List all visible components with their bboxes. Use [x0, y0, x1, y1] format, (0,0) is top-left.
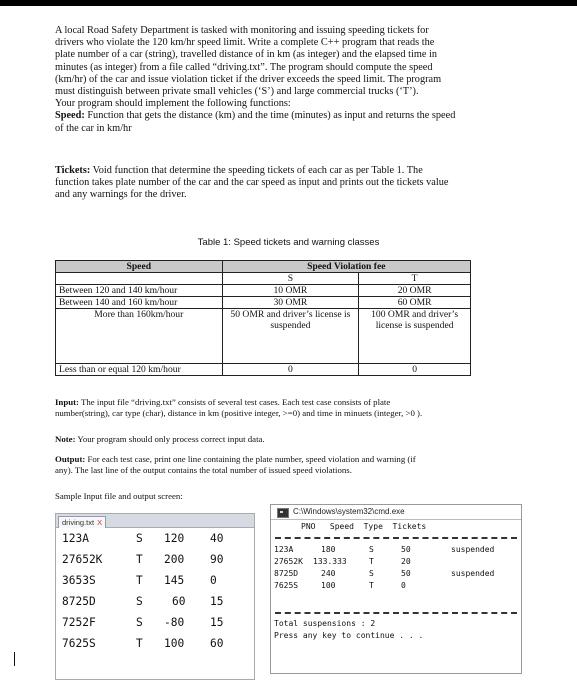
type-value: S: [136, 595, 143, 608]
table-row: [56, 297, 471, 309]
row-fee-s: 0: [222, 364, 359, 376]
cmd-type: S: [369, 545, 374, 554]
document-page: [0, 6, 577, 700]
time-value: 15: [210, 595, 224, 608]
cmd-total: Total suspensions : 2: [274, 619, 376, 628]
tickets-label: Tickets:: [55, 165, 91, 176]
table-header-row: [56, 261, 471, 273]
subheader-blank: [56, 273, 223, 285]
time-value: 15: [210, 616, 224, 629]
cmd-prompt: Press any key to continue . . .: [274, 631, 424, 640]
row-speed: Between 120 and 140 km/hour: [56, 285, 223, 297]
cmd-speed: 133.333: [313, 557, 347, 566]
distance-value: 120: [164, 532, 185, 545]
table-row: [56, 285, 471, 297]
input-line: number(string), car type (char), distance in km (positive integer, >=0) and time in minuets (integer, >0 ).: [55, 408, 423, 418]
output-label: Output:: [55, 454, 86, 464]
cmd-window: [270, 504, 522, 674]
cmd-speed: 240: [321, 569, 336, 578]
plate-value: 123A: [62, 532, 89, 545]
speed-text: Function that gets the distance (km) and the time (minutes) as input and returns the speed: [84, 110, 456, 122]
cmd-pno: 7625S: [274, 581, 299, 590]
output-text: For each test case, print one line containing the plate number, speed violation and warning (if: [85, 454, 416, 464]
text-caret: [14, 652, 15, 666]
type-value: S: [136, 616, 143, 629]
dashed-divider: [275, 537, 517, 539]
sample-heading: Sample Input file and output screen:: [55, 491, 183, 501]
row-fee-s: 50 OMR and driver’s license is suspended: [222, 309, 359, 364]
cmd-speed: 180: [321, 545, 336, 554]
cmd-speed: 100: [321, 581, 336, 590]
dashed-divider: [275, 612, 517, 614]
intro-line: must distinguish between private small vehicles (‘S’) and large commercial trucks (‘T’).: [55, 86, 419, 98]
cmd-pno: 123A: [274, 545, 294, 554]
cmd-title-bar[interactable]: [271, 505, 521, 520]
intro-line: drivers who violate the 120 km/hr speed limit. Write a complete C++ program that reads the: [55, 37, 435, 49]
close-icon[interactable]: X: [97, 518, 103, 527]
plate-value: 27652K: [62, 553, 103, 566]
header-violation-fee: Speed Violation fee: [222, 261, 470, 273]
editor-tab[interactable]: [58, 516, 106, 528]
type-value: T: [136, 553, 143, 566]
intro-line: plate number of a car (string), travelled distance of in km (as integer) and the elapsed time in: [55, 49, 437, 61]
speed-function-line: [55, 110, 530, 122]
cmd-type: T: [369, 581, 374, 590]
cmd-header: PNO Speed Type Tickets: [301, 522, 427, 531]
cmd-pno: 8725D: [274, 569, 299, 578]
row-speed: Less than or equal 120 km/hour: [56, 364, 223, 376]
cmd-ticket: 50: [401, 569, 411, 578]
subheader-t: T: [359, 273, 471, 285]
editor-tab-bar: [56, 514, 254, 528]
distance-value: 100: [164, 637, 185, 650]
tickets-paragraph: [55, 165, 530, 202]
output-paragraph: [55, 454, 535, 476]
input-line: [55, 397, 535, 408]
table-row: [56, 309, 471, 364]
tickets-function-line: function takes plate number of the car and the car speed as input and prints out the tickets value: [55, 177, 449, 189]
type-value: T: [136, 574, 143, 587]
input-label: Input:: [55, 397, 79, 407]
type-value: T: [136, 637, 143, 650]
intro-line: A local Road Safety Department is tasked with monitoring and issuing speeding tickets for: [55, 25, 429, 36]
subheader-s: S: [222, 273, 359, 285]
plate-value: 7252F: [62, 616, 96, 629]
tickets-function-line: and any warnings for the driver.: [55, 189, 187, 201]
time-value: 40: [210, 532, 224, 545]
time-value: 60: [210, 637, 224, 650]
cmd-title: C:\Windows\system32\cmd.exe: [293, 507, 405, 516]
intro-line: (km/hr) of the car and issue violation ticket if the driver exceeds the speed limit. The program: [55, 73, 442, 85]
output-line: any). The last line of the output contains the total number of issued speed violations.: [55, 465, 352, 475]
row-fee-s: 10 OMR: [222, 285, 359, 297]
plate-value: 3653S: [62, 574, 96, 587]
cmd-ticket: 0: [401, 581, 406, 590]
table-caption: Table 1: Speed tickets and warning classes: [197, 237, 380, 248]
row-fee-s: 30 OMR: [222, 297, 359, 309]
distance-value: 145: [164, 574, 185, 587]
table-row: [56, 364, 471, 376]
output-line: [55, 454, 535, 465]
row-fee-t: 60 OMR: [359, 297, 471, 309]
speed-tickets-table: [55, 260, 471, 376]
cmd-type: S: [369, 569, 374, 578]
input-text: The input file “driving.txt” consists of several test cases. Each test case consists of plate: [78, 397, 391, 407]
cmd-warning: suspended: [451, 545, 495, 554]
intro-paragraph: [55, 25, 530, 135]
row-fee-t: 100 OMR and driver’s license is suspended: [359, 309, 471, 364]
intro-line: Your program should implement the following functions:: [55, 98, 291, 110]
time-value: 0: [210, 574, 217, 587]
cmd-pno: 27652K: [274, 557, 303, 566]
intro-line: minutes (as integer) from a file called “driving.txt”. The program should compute the speed: [55, 61, 433, 73]
table-subheader-row: [56, 273, 471, 285]
cmd-warning: suspended: [451, 569, 495, 578]
distance-value: -80: [164, 616, 185, 629]
time-value: 90: [210, 553, 224, 566]
tickets-text: Void function that determine the speeding tickets of each car as per Table 1. The: [90, 165, 423, 176]
cmd-ticket: 20: [401, 557, 411, 566]
row-fee-t: 0: [359, 364, 471, 376]
row-speed: More than 160km/hour: [56, 309, 223, 364]
row-fee-t: 20 OMR: [359, 285, 471, 297]
cmd-output: [271, 520, 521, 673]
type-value: S: [136, 532, 143, 545]
distance-value: 200: [164, 553, 185, 566]
editor-tab-name: driving.txt: [62, 518, 95, 527]
text-editor-window: [55, 513, 255, 680]
distance-value: 60: [172, 595, 186, 608]
cmd-type: T: [369, 557, 374, 566]
note-paragraph: [55, 434, 535, 445]
speed-label: Speed:: [55, 110, 85, 122]
row-speed: Between 140 and 160 km/hour: [56, 297, 223, 309]
plate-value: 8725D: [62, 595, 96, 608]
cmd-ticket: 50: [401, 545, 411, 554]
input-paragraph: [55, 397, 535, 419]
plate-value: 7625S: [62, 637, 96, 650]
terminal-icon: [277, 508, 289, 518]
note-text: Your program should only process correct input data.: [75, 434, 265, 444]
tickets-function-line: [55, 165, 530, 177]
header-speed: Speed: [56, 261, 223, 273]
note-label: Note:: [55, 434, 76, 444]
speed-function-line: of the car in km/hr: [55, 122, 132, 134]
